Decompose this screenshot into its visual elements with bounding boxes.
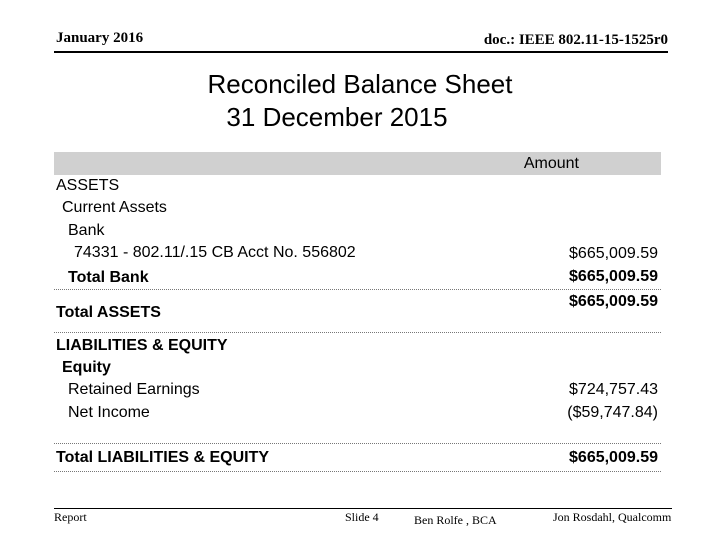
page-title — [0, 68, 720, 134]
total-bank-value: $665,009.59 — [569, 268, 658, 285]
footer-slide-number: Slide 4 — [345, 510, 379, 524]
total-liabilities-equity-value: $665,009.59 — [569, 449, 658, 466]
header-divider — [54, 51, 668, 53]
footer-presenter: Ben Rolfe , BCA — [414, 513, 497, 527]
title-line-1: Reconciled Balance Sheet — [207, 69, 513, 99]
retained-earnings-value: $724,757.43 — [569, 381, 658, 398]
header-doc-id: doc.: IEEE 802.11-15-1525r0 — [483, 32, 668, 48]
bank-account-value: $665,009.59 — [569, 245, 658, 262]
row-divider — [54, 443, 661, 444]
total-assets-label: Total ASSETS — [56, 304, 161, 321]
total-liabilities-equity-label: Total LIABILITIES & EQUITY — [56, 449, 270, 466]
footer-divider — [54, 508, 672, 509]
row-divider — [54, 289, 661, 290]
equity-label: Equity — [62, 359, 111, 376]
bank-label: Bank — [68, 222, 105, 239]
header-date: January 2016 — [56, 30, 144, 46]
liabilities-equity-heading: LIABILITIES & EQUITY — [56, 337, 228, 354]
current-assets-label: Current Assets — [62, 199, 167, 216]
footer-author: Jon Rosdahl, Qualcomm — [553, 510, 672, 524]
row-divider — [54, 471, 661, 472]
amount-column-header: Amount — [523, 155, 579, 172]
net-income-value: ($59,747.84) — [567, 404, 658, 421]
assets-heading: ASSETS — [56, 177, 120, 194]
amount-header-bar — [54, 152, 661, 175]
bank-account-label: 74331 - 802.11/.15 CB Acct No. 556802 — [74, 244, 356, 261]
net-income-label: Net Income — [68, 404, 150, 421]
row-divider — [54, 332, 661, 333]
total-bank-label: Total Bank — [68, 269, 149, 286]
footer-report: Report — [54, 510, 87, 524]
retained-earnings-label: Retained Earnings — [68, 381, 200, 398]
total-assets-value: $665,009.59 — [569, 293, 658, 310]
title-line-2: 31 December 2015 — [226, 102, 448, 132]
